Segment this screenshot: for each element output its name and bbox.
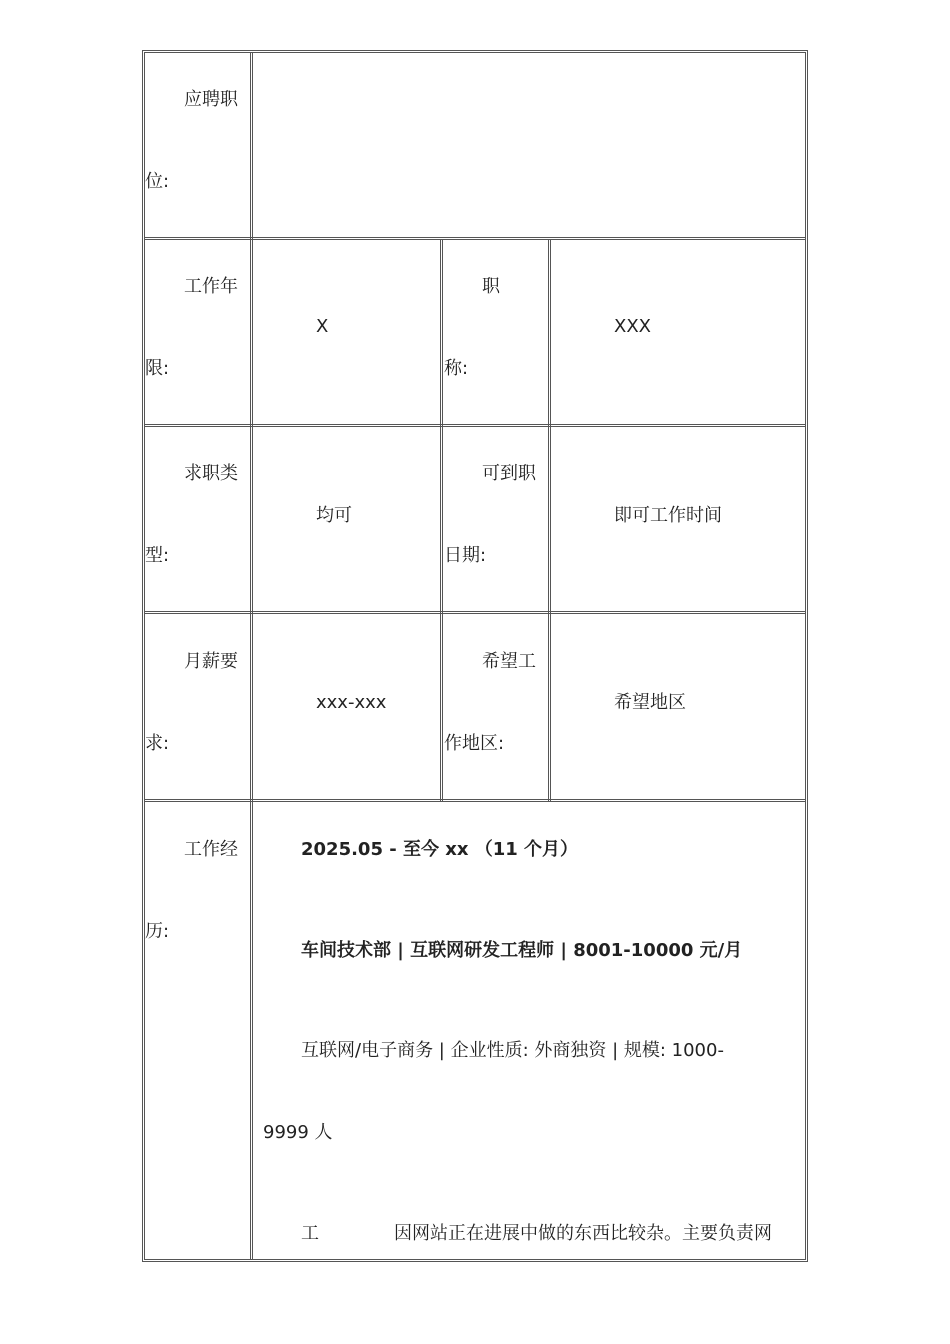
position-label-cont: 位:: [145, 171, 170, 192]
job-type-label: 求职类: [184, 463, 238, 484]
position-label: 应聘职: [184, 89, 238, 110]
location-value: 希望地区: [614, 692, 686, 713]
experience-label: 工作经: [184, 839, 238, 860]
location-label-cont: 作地区:: [444, 733, 505, 754]
salary-label-cont: 求:: [145, 733, 170, 754]
row-divider: [145, 424, 805, 427]
title-label: 职: [482, 276, 500, 297]
experience-label-cont: 历:: [145, 921, 170, 942]
position-value-cell[interactable]: [253, 53, 803, 237]
years-label-cont: 限:: [145, 358, 170, 379]
years-value: X: [316, 316, 329, 337]
title-label-cont: 称:: [444, 358, 469, 379]
experience-job: 车间技术部 | 互联网研发工程师 | 8001-10000 元/月: [301, 940, 743, 961]
row-divider: [145, 237, 805, 240]
column-divider: [440, 239, 443, 801]
column-divider: [548, 239, 551, 801]
location-label: 希望工: [482, 651, 536, 672]
start-date-label-cont: 日期:: [444, 545, 487, 566]
experience-desc-label: 工: [301, 1223, 319, 1244]
start-date-value: 即可工作时间: [614, 505, 722, 526]
row-divider: [145, 799, 805, 802]
title-value: XXX: [614, 316, 651, 337]
salary-value: xxx-xxx: [316, 692, 387, 713]
experience-period: 2025.05 - 至今 xx （11 个月）: [301, 839, 579, 860]
years-label: 工作年: [184, 276, 238, 297]
start-date-label: 可到职: [482, 463, 536, 484]
experience-industry: 互联网/电子商务 | 企业性质: 外商独资 | 规模: 1000-: [301, 1040, 724, 1061]
experience-desc-text: 因网站正在进展中做的东西比较杂。主要负责网: [394, 1223, 772, 1244]
job-type-label-cont: 型:: [145, 545, 170, 566]
salary-label: 月薪要: [184, 651, 238, 672]
row-divider: [145, 611, 805, 614]
job-type-value: 均可: [316, 505, 352, 526]
experience-industry-cont: 9999 人: [263, 1122, 333, 1143]
